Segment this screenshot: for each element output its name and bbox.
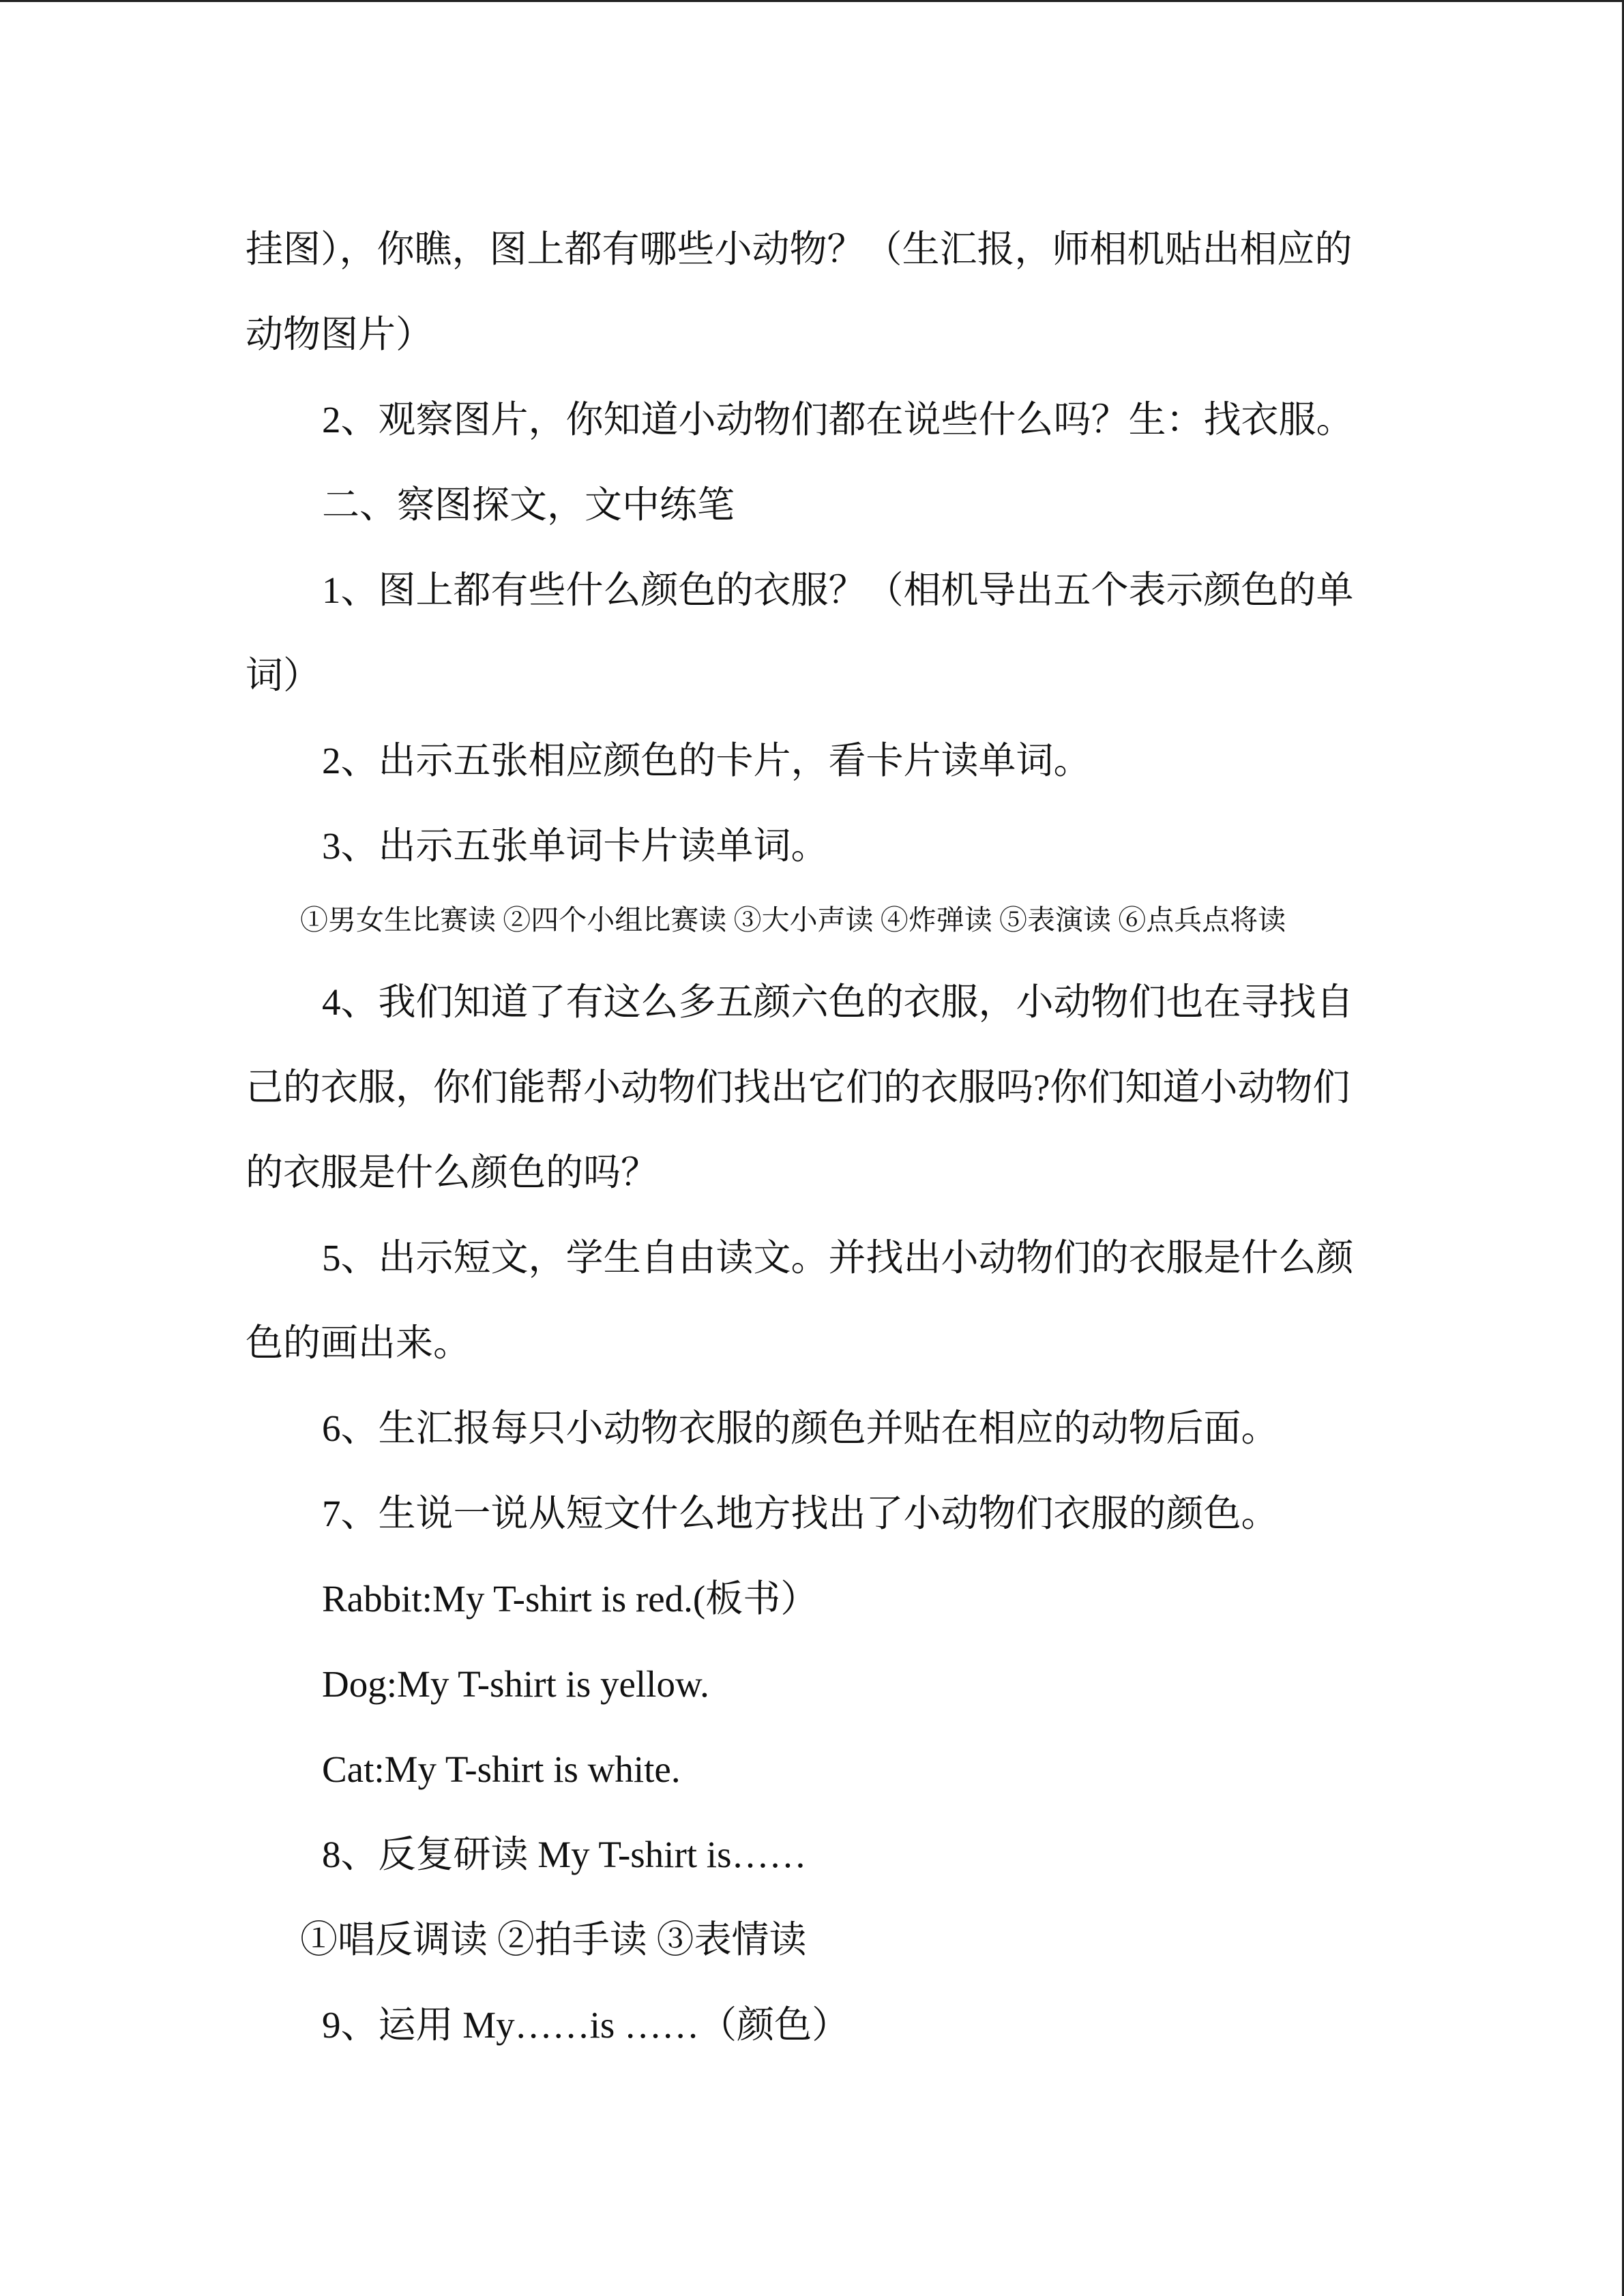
text-line: 6、生汇报每只小动物衣服的颜色并贴在相应的动物后面。	[322, 1407, 1279, 1449]
text-line: 词）	[246, 655, 321, 696]
reading-methods-list	[246, 889, 1378, 959]
text-line: 的衣服是什么颜色的吗？	[246, 1152, 659, 1193]
text-line: 9、运用 My……is ……（颜色）	[322, 2004, 850, 2046]
text-line: ①唱反调读 ②拍手读 ③表情读	[300, 1919, 807, 1960]
text-line: 2、出示五张相应颜色的卡片，看卡片读单词。	[322, 740, 1091, 781]
text-line: 5、出示短文，学生自由读文。并找出小动物们的衣服是什么颜	[322, 1237, 1354, 1279]
text-line: 8、反复研读 My T-shirt is……	[322, 1834, 807, 1875]
text-line: ①男女生比赛读 ②四个小组比赛读 ③大小声读 ④炸弹读 ⑤表演读 ⑥点兵点将读	[300, 904, 1286, 936]
example-sentence: Dog:My T-shirt is yellow.	[322, 1663, 709, 1705]
text-line: 1、图上都有些什么颜色的衣服？（相机导出五个表示颜色的单	[322, 569, 1354, 611]
text-line: 7、生说一说从短文什么地方找出了小动物们衣服的颜色。	[322, 1493, 1279, 1534]
example-sentence: Rabbit:My T-shirt is red.(板书）	[322, 1578, 818, 1620]
text-line: 动物图片）	[246, 314, 434, 355]
section-heading: 二、察图探文，文中练笔	[322, 484, 735, 526]
text-line: 3、出示五张单词卡片读单词。	[322, 825, 829, 867]
text-line: 2、观察图片，你知道小动物们都在说些什么吗？生：找衣服。	[322, 399, 1354, 441]
text-line: 挂图），你瞧，图上都有哪些小动物？（生汇报，师相机贴出相应的	[246, 228, 1353, 270]
text-line: 4、我们知道了有这么多五颜六色的衣服，小动物们也在寻找自	[322, 981, 1354, 1023]
text-line: 色的画出来。	[246, 1322, 471, 1364]
text-line: 己的衣服，你们能帮小动物们找出它们的衣服吗?你们知道小动物们	[246, 1067, 1350, 1108]
document-body	[246, 207, 1378, 2068]
example-sentence: Cat:My T-shirt is white.	[322, 1748, 681, 1790]
